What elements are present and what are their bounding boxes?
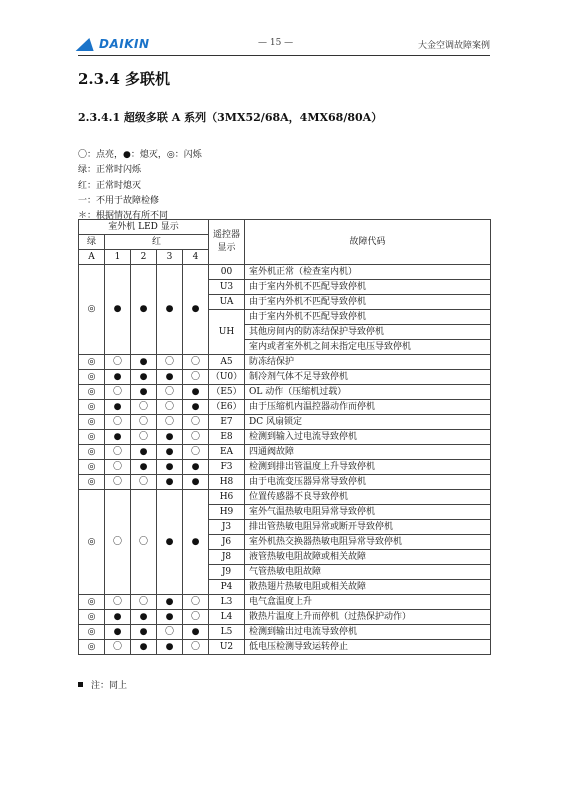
led-2: ● (131, 370, 157, 385)
led-3: ● (157, 610, 183, 625)
fault-description: 由于室内外机不匹配导致停机 (245, 295, 491, 310)
header-fault-code: 故障代码 (245, 220, 491, 265)
remote-code: J8 (209, 550, 245, 565)
fault-description: 位置传感器不良导致停机 (245, 490, 491, 505)
led-4: ● (183, 625, 209, 640)
led-a: ◎ (79, 415, 105, 430)
led-2: 〇 (131, 490, 157, 595)
led-a: ◎ (79, 640, 105, 655)
led-3: ● (157, 370, 183, 385)
fault-description: 由于压缩机内温控器动作而停机 (245, 400, 491, 415)
led-4: 〇 (183, 640, 209, 655)
subsection-title: 2.3.4.1 超级多联 A 系列（3MX52/68A，4MX68/80A） (78, 111, 383, 124)
led-3: ● (157, 445, 183, 460)
led-3: ● (157, 640, 183, 655)
led-a: ◎ (79, 475, 105, 490)
table-row (79, 265, 491, 280)
led-a: ◎ (79, 430, 105, 445)
led-4: ● (183, 490, 209, 595)
table-row (79, 370, 491, 385)
legend (78, 148, 202, 224)
led-1: 〇 (105, 385, 131, 400)
fault-description: 室外机热交换器热敏电阻异常导致停机 (245, 535, 491, 550)
led-2: 〇 (131, 595, 157, 610)
led-a: ◎ (79, 460, 105, 475)
led-2: ● (131, 610, 157, 625)
fault-description: 检测到输出过电流导致停机 (245, 625, 491, 640)
fault-description: 室外气温热敏电阻异常导致停机 (245, 505, 491, 520)
led-1: 〇 (105, 445, 131, 460)
footnote (78, 678, 127, 691)
led-2: 〇 (131, 415, 157, 430)
remote-code: L3 (209, 595, 245, 610)
fault-description: 由于电流变压器异常导致停机 (245, 475, 491, 490)
led-4: 〇 (183, 415, 209, 430)
remote-code: E8 (209, 430, 245, 445)
led-a: ◎ (79, 370, 105, 385)
fault-description: 室外机正常（检查室内机） (245, 265, 491, 280)
led-2: ● (131, 385, 157, 400)
remote-code: H9 (209, 505, 245, 520)
fault-description: 由于室内外机不匹配导致停机 (245, 280, 491, 295)
daikin-logo-icon (76, 38, 99, 51)
legend-line: 〇：点亮，●：熄灭，◎：闪烁 (78, 150, 202, 160)
led-1: ● (105, 400, 131, 415)
remote-code: H6 (209, 490, 245, 505)
table-row (79, 640, 491, 655)
header-remote-display: 遥控器显示 (209, 220, 245, 265)
led-1: ● (105, 265, 131, 355)
fault-description: 防冻结保护 (245, 355, 491, 370)
fault-description: DC 风扇锁定 (245, 415, 491, 430)
fault-description: 由于室内外机不匹配导致停机 (245, 310, 491, 325)
header-col-4: 4 (183, 250, 209, 265)
led-1: 〇 (105, 490, 131, 595)
led-3: ● (157, 475, 183, 490)
led-a: ◎ (79, 610, 105, 625)
table-row (79, 400, 491, 415)
led-a: ◎ (79, 445, 105, 460)
table-row (79, 415, 491, 430)
table-row (79, 610, 491, 625)
led-a: ◎ (79, 265, 105, 355)
led-2: ● (131, 640, 157, 655)
fault-description: 低电压检测导致运转停止 (245, 640, 491, 655)
led-4: 〇 (183, 430, 209, 445)
table-row (79, 625, 491, 640)
fault-description: 检测到排出管温度上升导致停机 (245, 460, 491, 475)
led-4: 〇 (183, 595, 209, 610)
table-row (79, 490, 491, 505)
remote-code: F3 (209, 460, 245, 475)
led-4: 〇 (183, 610, 209, 625)
led-4: ● (183, 400, 209, 415)
legend-line: 红：正常时熄灭 (78, 180, 142, 191)
led-2: ● (131, 265, 157, 355)
square-bullet-icon (78, 682, 83, 687)
led-1: 〇 (105, 475, 131, 490)
fault-description: 其他房间内的防冻结保护导致停机 (245, 325, 491, 340)
remote-code: UH (209, 310, 245, 355)
fault-description: OL 动作（压缩机过载） (245, 385, 491, 400)
table-row (79, 385, 491, 400)
daikin-logo (78, 36, 150, 52)
led-3: 〇 (157, 400, 183, 415)
led-4: ● (183, 265, 209, 355)
led-2: 〇 (131, 475, 157, 490)
led-4: 〇 (183, 355, 209, 370)
remote-code: P4 (209, 580, 245, 595)
led-1: 〇 (105, 460, 131, 475)
led-3: ● (157, 490, 183, 595)
remote-code: A5 (209, 355, 245, 370)
fault-description: 室内或者室外机之间未指定电压导致停机 (245, 340, 491, 355)
led-3: 〇 (157, 625, 183, 640)
remote-code: （U0） (209, 370, 245, 385)
table-row (79, 475, 491, 490)
led-4: ● (183, 475, 209, 490)
section-title: 2.3.4 多联机 (78, 70, 170, 88)
led-2: ● (131, 460, 157, 475)
remote-code: （E5） (209, 385, 245, 400)
fault-description: 电气盒温度上升 (245, 595, 491, 610)
table-row (79, 595, 491, 610)
fault-description: 散热片温度上升而停机（过热保护动作） (245, 610, 491, 625)
led-3: ● (157, 595, 183, 610)
remote-code: J6 (209, 535, 245, 550)
led-2: ● (131, 355, 157, 370)
led-a: ◎ (79, 400, 105, 415)
led-4: ● (183, 460, 209, 475)
remote-code: J3 (209, 520, 245, 535)
note-text: 注：同上 (91, 681, 128, 691)
fault-description: 散热翅片热敏电阻或相关故障 (245, 580, 491, 595)
legend-line: 一：不用于故障检修 (78, 195, 160, 206)
table-row (79, 430, 491, 445)
led-4: 〇 (183, 445, 209, 460)
led-1: 〇 (105, 415, 131, 430)
header-title: 大金空调故障案例 (417, 41, 490, 51)
led-1: ● (105, 370, 131, 385)
led-2: ● (131, 625, 157, 640)
remote-code: UA (209, 295, 245, 310)
remote-code: 00 (209, 265, 245, 280)
led-1: ● (105, 430, 131, 445)
fault-description: 排出管热敏电阻异常或断开导致停机 (245, 520, 491, 535)
table-header-row (79, 220, 491, 235)
table-row (79, 355, 491, 370)
fault-description: 检测到输入过电流导致停机 (245, 430, 491, 445)
led-4: 〇 (183, 370, 209, 385)
led-1: 〇 (105, 595, 131, 610)
led-3: ● (157, 265, 183, 355)
led-3: 〇 (157, 385, 183, 400)
led-3: 〇 (157, 355, 183, 370)
fault-description: 气管热敏电阻故障 (245, 565, 491, 580)
fault-description: 制冷剂气体不足导致停机 (245, 370, 491, 385)
header-col-2: 2 (131, 250, 157, 265)
led-a: ◎ (79, 595, 105, 610)
page-header (78, 33, 490, 56)
led-3: 〇 (157, 415, 183, 430)
led-2: 〇 (131, 400, 157, 415)
remote-code: L5 (209, 625, 245, 640)
led-1: ● (105, 610, 131, 625)
table-row (79, 460, 491, 475)
legend-line: ＊：根据情况有所不同 (78, 211, 169, 222)
remote-code: E7 (209, 415, 245, 430)
remote-code: U2 (209, 640, 245, 655)
remote-code: EA (209, 445, 245, 460)
led-2: 〇 (131, 430, 157, 445)
led-a: ◎ (79, 385, 105, 400)
header-red: 红 (105, 235, 209, 250)
remote-code: J9 (209, 565, 245, 580)
led-a: ◎ (79, 490, 105, 595)
fault-code-table (78, 219, 491, 655)
led-a: ◎ (79, 355, 105, 370)
led-1: ● (105, 625, 131, 640)
logo-text: DAIKIN (99, 37, 150, 51)
table-row (79, 445, 491, 460)
legend-line: 绿：正常时闪烁 (78, 165, 142, 176)
led-3: ● (157, 460, 183, 475)
led-1: 〇 (105, 640, 131, 655)
led-3: ● (157, 430, 183, 445)
led-1: 〇 (105, 355, 131, 370)
page-number: — 15 — (258, 38, 294, 48)
header-col-3: 3 (157, 250, 183, 265)
header-col-1: 1 (105, 250, 131, 265)
remote-code: H8 (209, 475, 245, 490)
fault-description: 液管热敏电阻故障或相关故障 (245, 550, 491, 565)
led-4: ● (183, 385, 209, 400)
led-2: ● (131, 445, 157, 460)
header-green: 绿 (79, 235, 105, 250)
remote-code: U3 (209, 280, 245, 295)
header-outdoor-led: 室外机 LED 显示 (79, 220, 209, 235)
remote-code: （E6） (209, 400, 245, 415)
header-col-a: A (79, 250, 105, 265)
led-a: ◎ (79, 625, 105, 640)
remote-code: L4 (209, 610, 245, 625)
fault-description: 四通阀故障 (245, 445, 491, 460)
